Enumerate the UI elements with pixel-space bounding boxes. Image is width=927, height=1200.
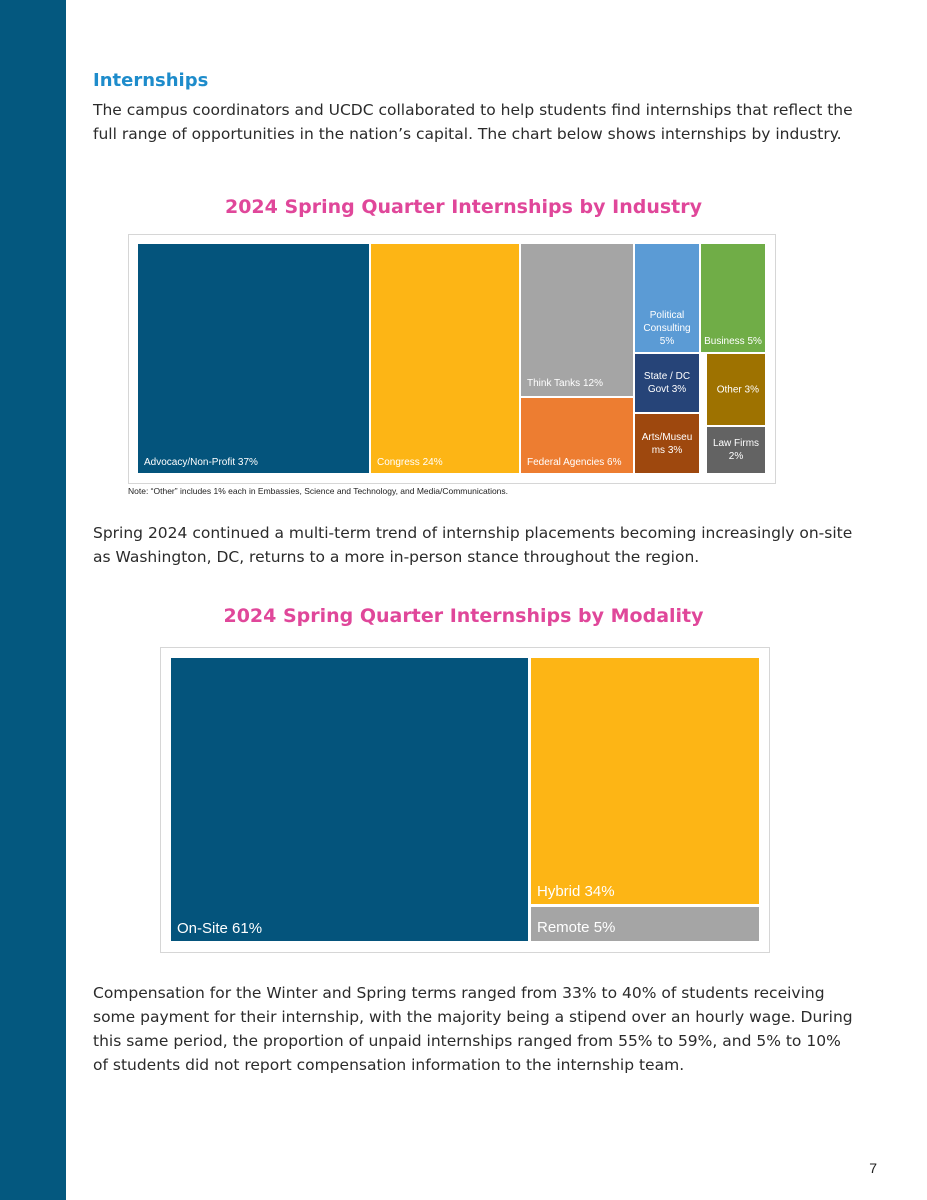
tile-label-arts-museums: Arts/Museu ms 3% bbox=[641, 431, 693, 456]
industry-chart-note: Note: “Other” includes 1% each in Embassies, Science and Technology, and Media/Communications. bbox=[128, 486, 509, 496]
modality-treemap bbox=[160, 647, 770, 953]
tile-on-site bbox=[171, 658, 528, 941]
tile-political-consulting bbox=[635, 244, 699, 352]
tile-label-on-site: On-Site 61% bbox=[177, 920, 263, 937]
tile-remote bbox=[531, 907, 759, 941]
tile-hybrid bbox=[531, 658, 759, 904]
tile-label-congress: Congress 24% bbox=[377, 457, 443, 468]
tile-label-other: Other 3% bbox=[716, 384, 759, 395]
tile-federal-agencies bbox=[521, 398, 633, 473]
industry-chart-title: 2024 Spring Quarter Internships by Industry bbox=[224, 196, 703, 218]
industry-treemap bbox=[128, 234, 776, 484]
tile-label-business: Business 5% bbox=[704, 336, 762, 347]
tile-congress bbox=[371, 244, 519, 473]
tile-label-state-dc-govt: State / DC Govt 3% bbox=[643, 371, 691, 395]
tile-state-dc-govt bbox=[635, 354, 699, 412]
modality-paragraph: Spring 2024 continued a multi-term trend of internship placements becoming increasingly on-site as Washington, DC, returns to a more in-person stance throughout the region. bbox=[93, 524, 853, 566]
tile-label-hybrid: Hybrid 34% bbox=[537, 883, 615, 900]
tile-advocacy-non-profit bbox=[138, 244, 369, 473]
tile-label-political-consulting: Political Consulting 5% bbox=[643, 310, 691, 347]
tile-arts-museums bbox=[635, 414, 699, 473]
page-number: 7 bbox=[869, 1160, 877, 1176]
side-accent-bar bbox=[0, 0, 66, 1200]
tile-label-remote: Remote 5% bbox=[537, 919, 616, 936]
tile-business bbox=[701, 244, 765, 352]
intro-paragraph: The campus coordinators and UCDC collaborated to help students find internships that reflect the full range of opportunities in the nation’s capital. The chart below shows internships by industry. bbox=[93, 101, 853, 143]
tile-think-tanks bbox=[521, 244, 633, 396]
tile-law-firms bbox=[707, 427, 765, 473]
tile-label-advocacy-non-profit: Advocacy/Non-Profit 37% bbox=[144, 457, 258, 468]
modality-chart-title: 2024 Spring Quarter Internships by Modality bbox=[223, 605, 704, 627]
section-title: Internships bbox=[93, 70, 209, 91]
tile-label-law-firms: Law Firms 2% bbox=[712, 438, 760, 462]
compensation-paragraph: Compensation for the Winter and Spring terms ranged from 33% to 40% of students receiving some payment for their internship, with the majority being a stipend over an hourly wage. During this same period, the proportion of unpaid internships ranged from 55% to 59%, and 5% to 10% of students did not report compensation information to the internship team. bbox=[93, 984, 853, 1074]
tile-other bbox=[707, 354, 765, 425]
tile-label-think-tanks: Think Tanks 12% bbox=[527, 378, 603, 389]
tile-label-federal-agencies: Federal Agencies 6% bbox=[527, 457, 622, 468]
